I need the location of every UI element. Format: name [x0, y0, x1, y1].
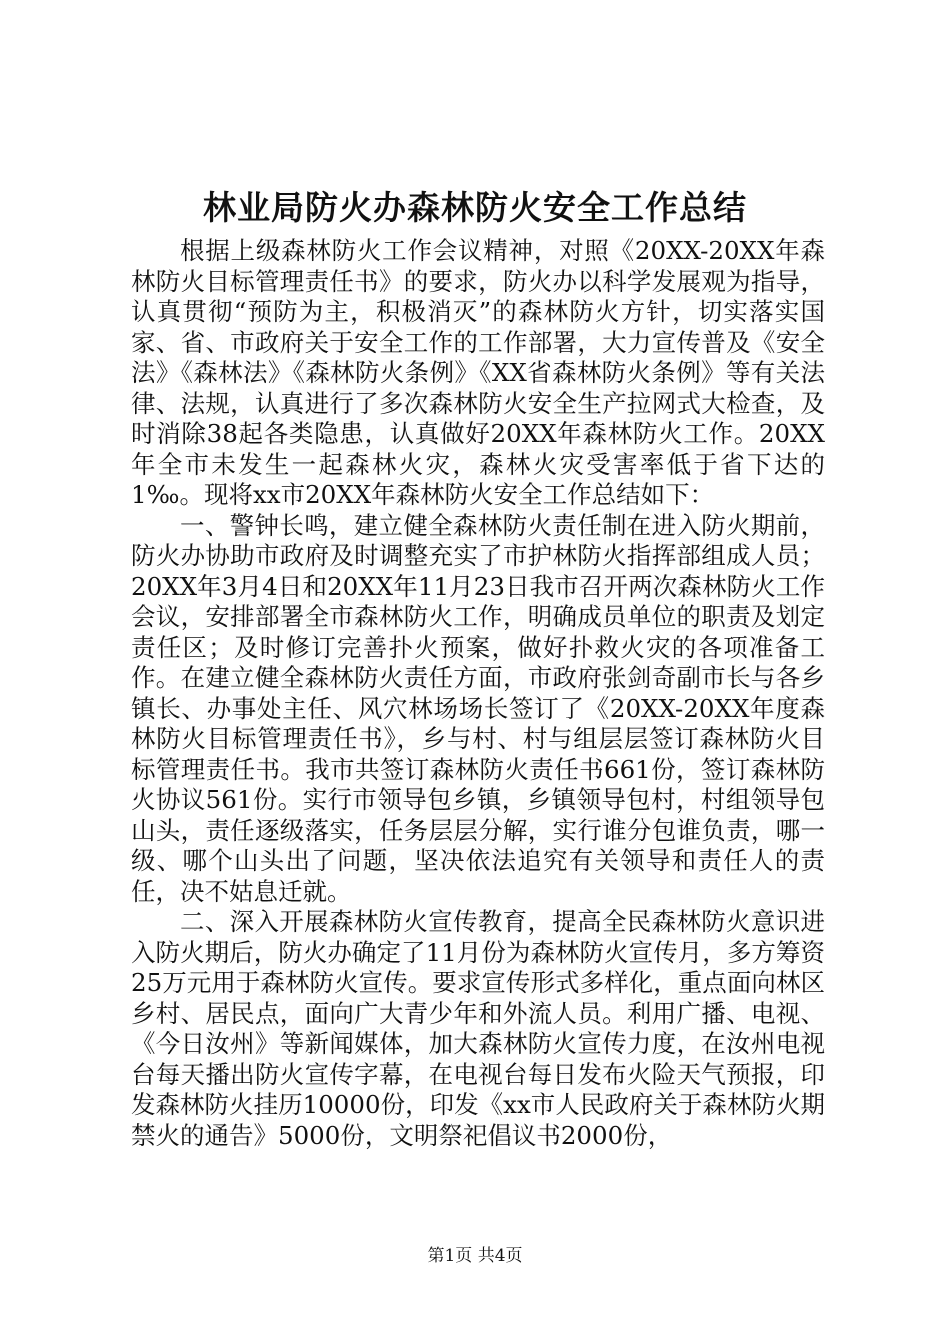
- paragraph-intro: 根据上级森林防火工作会议精神，对照《20XX-20XX年森林防火目标管理责任书》的要求，防火办以科学发展观为指导，认真贯彻“预防为主，积极消灭”的森林防火方针，切实落实国家、省、市政府关于安全工作的工作部署，大力宣传普及《安全法》《森林法》《森林防火条例》《XX省森林防火条例》等有关法律、法规，认真进行了多次森林防火安全生产拉网式大检查，及时消除38起各类隐患，认真做好20XX年森林防火工作。20XX年全市未发生一起森林火灾，森林火灾受害率低于省下达的1‰。现将xx市20XX年森林防火安全工作总结如下：: [131, 236, 825, 509]
- paragraph-section-2: 二、深入开展森林防火宣传教育，提高全民森林防火意识进入防火期后，防火办确定了11月份为森林防火宣传月，多方筹资25万元用于森林防火宣传。要求宣传形式多样化，重点面向林区乡村、居民点，面向广大青少年和外流人员。利用广播、电视、《今日汝州》等新闻媒体，加大森林防火宣传力度，在汝州电视台每天播出防火宣传字幕，在电视台每日发布火险天气预报，印发森林防火挂历10000份，印发《xx市人民政府关于森林防火期禁火的通告》5000份，文明祭祀倡议书2000份，: [131, 907, 825, 1150]
- paragraph-section-1: 一、警钟长鸣，建立健全森林防火责任制在进入防火期前，防火办协助市政府及时调整充实了市护林防火指挥部组成人员；20XX年3月4日和20XX年11月23日我市召开两次森林防火工作会议，安排部署全市森林防火工作，明确成员单位的职责及划定责任区；及时修订完善扑火预案，做好扑救火灾的各项准备工作。在建立健全森林防火责任方面，市政府张剑奇副市长与各乡镇长、办事处主任、风穴林场场长签订了《20XX-20XX年度森林防火目标管理责任书》，乡与村、村与组层层签订森林防火目标管理责任书。我市共签订森林防火责任书661份，签订森林防火协议561份。实行市领导包乡镇，乡镇领导包村，村组领导包山头，责任逐级落实，任务层层分解，实行谁分包谁负责，哪一级、哪个山头出了问题，坚决依法追究有关领导和责任人的责任，决不姑息迁就。: [131, 510, 825, 906]
- page-footer: 第1页 共4页: [427, 1246, 523, 1266]
- document-body: [131, 236, 825, 1151]
- document-title: 林业局防火办森林防火安全工作总结: [203, 188, 747, 227]
